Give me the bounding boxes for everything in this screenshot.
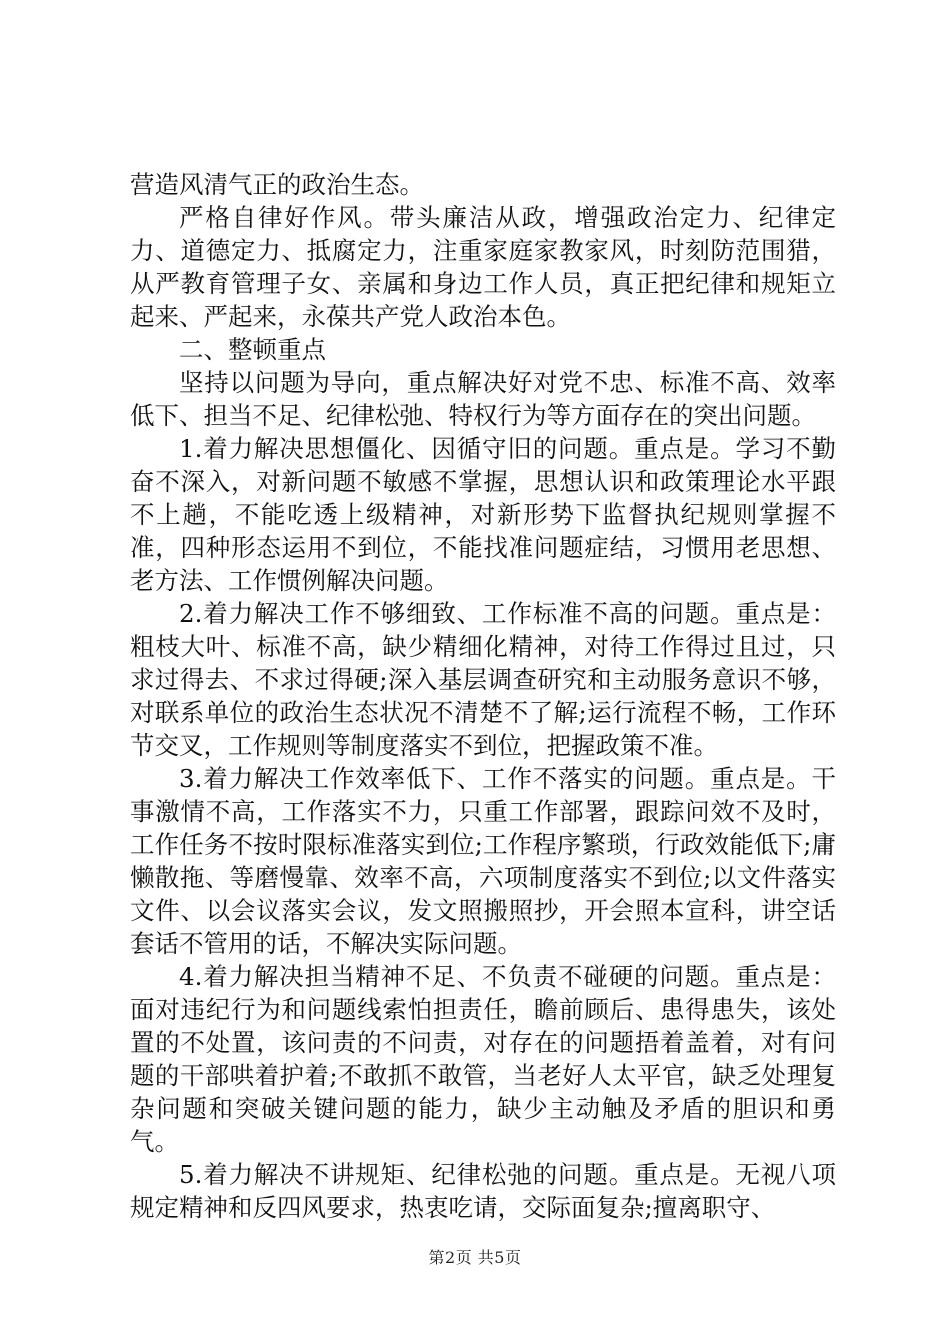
paragraph-item-1: 1.着力解决思想僵化、因循守旧的问题。重点是。学习不勤奋不深入，对新问题不敏感不掌握，思想认识和政策理论水平跟不上趟，不能吃透上级精神，对新形势下监督执纪规则掌握不准，四种形态运用不到位，不能找准问题症结，习惯用老思想、老方法、工作惯例解决问题。 xyxy=(130,434,836,595)
page-number: 第2页 共5页 xyxy=(428,1248,522,1267)
paragraph-1: 营造风清气正的政治生态。 xyxy=(130,170,424,199)
paragraph-item-4: 4.着力解决担当精神不足、不负责不碰硬的问题。重点是：面对违纪行为和问题线索怕担责任，瞻前顾后、患得患失，该处置的不处置，该问责的不问责，对存在的问题捂着盖着，对有问题的干部哄着护着;不敢抓不敢管，当老好人太平官，缺乏处理复杂问题和突破关键问题的能力，缺少主动触及矛盾的胆识和勇气。 xyxy=(130,962,836,1156)
paragraph-2: 严格自律好作风。带头廉洁从政，增强政治定力、纪律定力、道德定力、抵腐定力，注重家庭家教家风，时刻防范围猎，从严教育管理子女、亲属和身边工作人员，真正把纪律和规矩立起来、严起来，永葆共产党人政治本色。 xyxy=(130,203,836,331)
paragraph-item-3: 3.着力解决工作效率低下、工作不落实的问题。重点是。干事激情不高，工作落实不力，只重工作部署，跟踪问效不及时，工作任务不按时限标准落实到位;工作程序繁琐，行政效能低下;庸懒散拖、等磨慢靠、效率不高，六项制度落实不到位;以文件落实文件、以会议落实会议，发文照搬照抄，开会照本宣科，讲空话套话不管用的话，不解决实际问题。 xyxy=(130,764,836,958)
page-footer xyxy=(0,1245,950,1268)
paragraph-item-2: 2.着力解决工作不够细致、工作标准不高的问题。重点是：粗枝大叶、标准不高，缺少精细化精神，对待工作得过且过，只求过得去、不求过得硬;深入基层调查研究和主动服务意识不够，对联系单位的政治生态状况不清楚不了解;运行流程不畅，工作环节交叉，工作规则等制度落实不到位，把握政策不准。 xyxy=(130,599,836,760)
document-body xyxy=(130,168,836,1224)
paragraph-item-5: 5.着力解决不讲规矩、纪律松弛的问题。重点是。无视八项规定精神和反四风要求，热衷吃请，交际面复杂;擅离职守、 xyxy=(130,1160,836,1222)
paragraph-4: 坚持以问题为导向，重点解决好对党不忠、标准不高、效率低下、担当不足、纪律松弛、特权行为等方面存在的突出问题。 xyxy=(130,368,836,430)
section-heading: 二、整顿重点 xyxy=(179,335,326,364)
